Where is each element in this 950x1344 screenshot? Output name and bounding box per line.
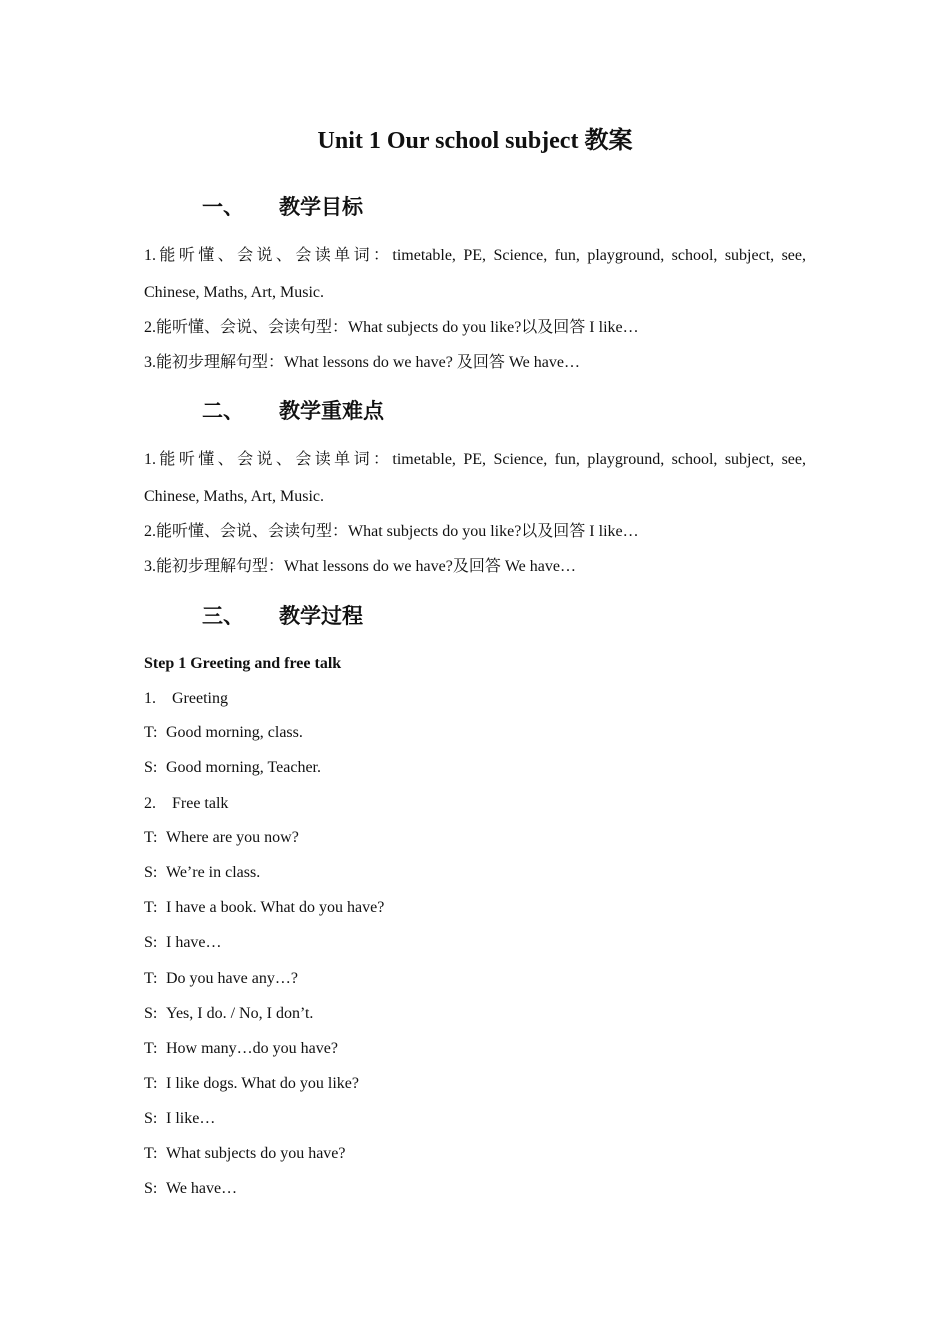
speaker-label: S: <box>144 864 158 881</box>
dialog-text: I like… <box>166 1110 216 1127</box>
section-number: 三、 <box>202 604 244 628</box>
dialog-text: I have… <box>166 934 222 951</box>
section-heading-process <box>202 601 363 631</box>
dialog-text: Where are you now? <box>166 829 299 846</box>
dialog-line <box>144 1143 346 1165</box>
speaker-label: T: <box>144 829 158 846</box>
step-1-title: Step 1 Greeting and free talk <box>144 655 342 672</box>
dialog-line <box>144 1178 237 1200</box>
dialog-text: Free talk <box>172 795 229 812</box>
dialog-text: Do you have any…? <box>166 970 298 987</box>
section-title: 教学过程 <box>279 604 363 628</box>
speaker-label: S: <box>144 759 158 776</box>
objective-item-2: 2.能听懂、会说、会读句型：What subjects do you like?以及回答 I like… <box>144 319 639 336</box>
dialog-line <box>144 932 222 954</box>
section-heading-key-points <box>202 396 384 426</box>
objective-item-1-cont: Chinese, Maths, Art, Music. <box>144 284 324 301</box>
dialog-text: Good morning, class. <box>166 724 303 741</box>
list-number: 2. <box>144 795 156 812</box>
dialog-line <box>144 827 299 849</box>
section-number: 二、 <box>202 399 244 423</box>
speaker-label: S: <box>144 1110 158 1127</box>
dialog-text: Yes, I do. / No, I don’t. <box>166 1005 314 1022</box>
dialog-line <box>144 688 228 710</box>
speaker-label: S: <box>144 1180 158 1197</box>
section-number: 一、 <box>202 195 244 219</box>
dialog-text: Good morning, Teacher. <box>166 759 321 776</box>
speaker-label: S: <box>144 1005 158 1022</box>
speaker-label: T: <box>144 1075 158 1092</box>
speaker-label: S: <box>144 934 158 951</box>
objective-item-1: 1.能听懂、会说、会读单词：timetable, PE, Science, fun, playground, school, subject, see, <box>144 247 806 264</box>
speaker-label: T: <box>144 970 158 987</box>
speaker-label: T: <box>144 1145 158 1162</box>
dialog-text: We’re in class. <box>166 864 261 881</box>
dialog-line <box>144 757 321 779</box>
key-point-item-3: 3.能初步理解句型：What lessons do we have?及回答 We have… <box>144 558 576 575</box>
list-number: 1. <box>144 690 156 707</box>
objective-item-3: 3.能初步理解句型：What lessons do we have? 及回答 We have… <box>144 354 580 371</box>
document-title: Unit 1 Our school subject 教案 <box>317 128 633 154</box>
dialog-line <box>144 1003 313 1025</box>
speaker-label: T: <box>144 899 158 916</box>
dialog-line <box>144 968 298 990</box>
speaker-label: T: <box>144 724 158 741</box>
dialog-text: I have a book. What do you have? <box>166 899 385 916</box>
dialog-text: I like dogs. What do you like? <box>166 1075 359 1092</box>
key-point-item-1-cont: Chinese, Maths, Art, Music. <box>144 488 324 505</box>
dialog-text: How many…do you have? <box>166 1040 338 1057</box>
dialog-text: We have… <box>166 1180 238 1197</box>
dialog-line <box>144 722 303 744</box>
dialog-line <box>144 1038 338 1060</box>
dialog-line <box>144 1108 215 1130</box>
key-point-item-2: 2.能听懂、会说、会读句型：What subjects do you like?以及回答 I like… <box>144 523 639 540</box>
dialog-line <box>144 1073 359 1095</box>
section-heading-objectives <box>202 192 363 222</box>
speaker-label: T: <box>144 1040 158 1057</box>
key-point-item-1: 1.能听懂、会说、会读单词：timetable, PE, Science, fun, playground, school, subject, see, <box>144 451 806 468</box>
dialog-text: Greeting <box>172 690 228 707</box>
dialog-line <box>144 862 260 884</box>
section-title: 教学目标 <box>279 195 363 219</box>
dialog-line <box>144 897 384 919</box>
dialog-text: What subjects do you have? <box>166 1145 346 1162</box>
section-title: 教学重难点 <box>279 399 384 423</box>
dialog-line <box>144 793 228 815</box>
